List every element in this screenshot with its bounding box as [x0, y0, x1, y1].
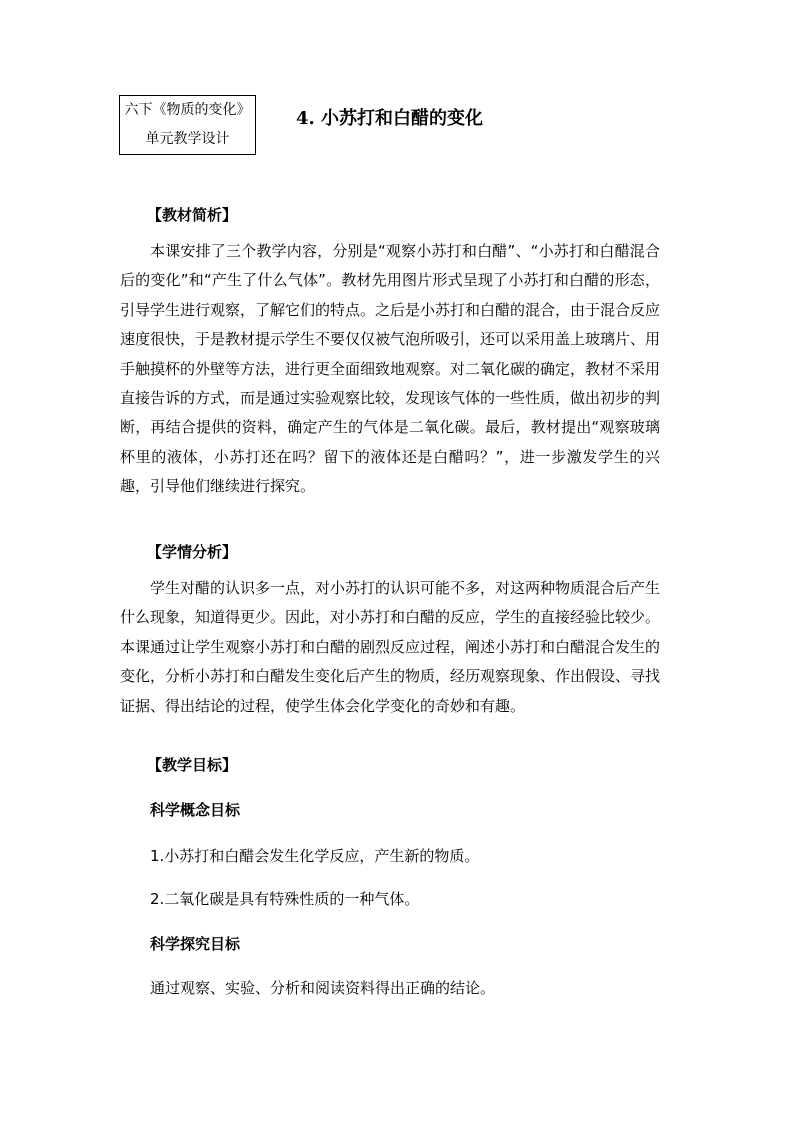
inquiry-goal-heading: 科学探究目标	[150, 935, 241, 953]
section-heading-students: 【学情分析】	[147, 543, 238, 561]
section-heading-textbook: 【教材简析】	[147, 206, 238, 224]
concept-goal-item-2: 2.二氧化碳是具有特殊性质的一种气体。	[150, 890, 420, 908]
concept-goal-item-1: 1.小苏打和白醋会发生化学反应，产生新的物质。	[150, 847, 480, 865]
concept-goal-heading: 科学概念目标	[150, 801, 241, 819]
unit-label-line1: 六下《物质的变化》	[124, 102, 251, 118]
paragraph-textbook-analysis: 本课安排了三个教学内容，分别是“观察小苏打和白醋”、“小苏打和白醋混合后的变化”和“产生了什么气体”。教材先用图片形式呈现了小苏打和白醋的形态，引导学生进行观察，了解它们的特点。之后是小苏打和白醋的混合，由于混合反应速度很快，于是教材提示学生不要仅仅被气泡所吸引，还可以采用盖上玻璃片、用手触摸杯的外壁等方法，进行更全面细致地观察。对二氧化碳的确定，教材不采用直接告诉的方式，而是通过实验观察比较，发现该气体的一些性质，做出初步的判断，再结合提供的资料，确定产生的气体是二氧化碳。最后，教材提出“观察玻璃杯里的液体，小苏打还在吗？留下的液体还是白醋吗？”，进一步激发学生的兴趣，引导他们继续进行探究。	[120, 242, 661, 496]
lesson-title: 4. 小苏打和白醋的变化	[296, 108, 484, 129]
unit-label-line2: 单元教学设计	[145, 131, 230, 147]
paragraph-student-analysis: 学生对醋的认识多一点，对小苏打的认识可能不多，对这两种物质混合后产生什么现象，知道得更少。因此，对小苏打和白醋的反应，学生的直接经验比较少。本课通过让学生观察小苏打和白醋的剧烈反应过程，阐述小苏打和白醋混合发生的变化，分析小苏打和白醋发生变化后产生的物质，经历观察现象、作出假设、寻找证据、得出结论的过程，使学生体会化学变化的奇妙和有趣。	[120, 579, 661, 715]
inquiry-goal-text: 通过观察、实验、分析和阅读资料得出正确的结论。	[150, 979, 496, 997]
unit-label-box	[119, 95, 256, 155]
section-heading-goals: 【教学目标】	[147, 756, 238, 774]
